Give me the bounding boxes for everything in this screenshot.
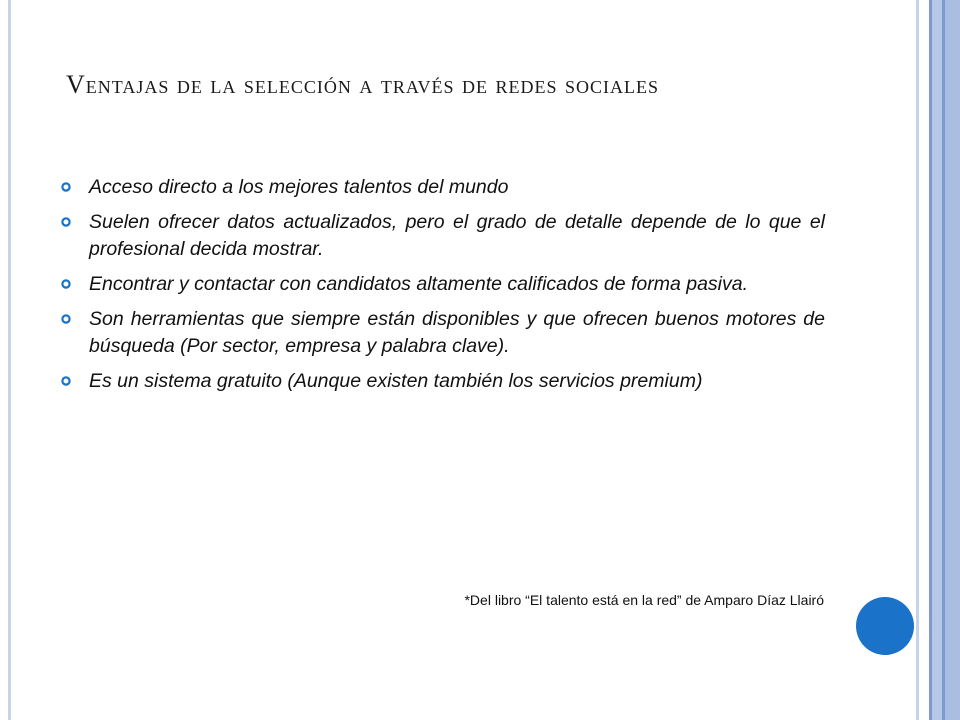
bullet-circle-icon	[61, 279, 71, 289]
bullet-item	[60, 209, 825, 263]
bullet-circle-icon	[61, 182, 71, 192]
book-citation: *Del libro “El talento está en la red” de Amparo Díaz Llairó	[464, 592, 824, 608]
bullet-list	[60, 174, 825, 403]
bullet-item	[60, 271, 825, 298]
bullet-circle-icon	[61, 217, 71, 227]
bullet-item	[60, 306, 825, 360]
bullet-circle-icon	[61, 314, 71, 324]
bullet-text: Encontrar y contactar con candidatos altamente calificados de forma pasiva.	[89, 273, 749, 295]
bullet-item	[60, 368, 825, 395]
slide-title: Ventajas de la selección a través de redes sociales	[66, 70, 660, 99]
bullet-text: Suelen ofrecer datos actualizados, pero el grado de detalle depende de lo que el profesional decida mostrar.	[89, 211, 825, 260]
right-decorative-stripes	[916, 0, 960, 720]
bullet-text: Es un sistema gratuito (Aunque existen también los servicios premium)	[89, 370, 703, 392]
left-border-line	[8, 0, 11, 720]
bullet-text: Acceso directo a los mejores talentos del mundo	[89, 176, 509, 198]
blue-circle-decoration	[856, 597, 914, 655]
bullet-item	[60, 174, 825, 201]
bullet-circle-icon	[61, 376, 71, 386]
bullet-text: Son herramientas que siempre están disponibles y que ofrecen buenos motores de búsqueda (Por sector, empresa y palabra clave).	[89, 308, 825, 357]
